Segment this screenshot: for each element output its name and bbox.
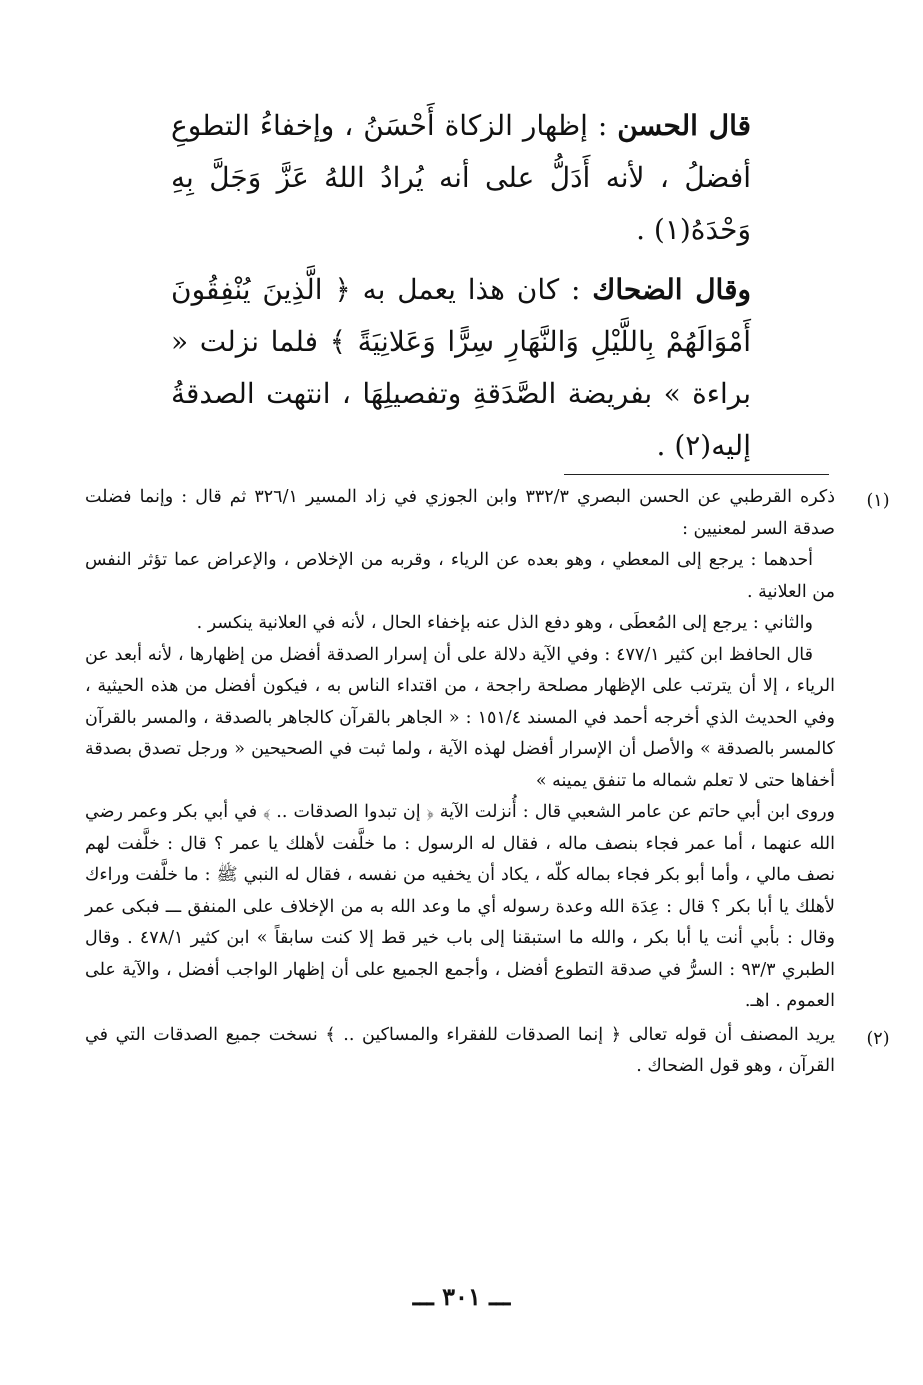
paragraph-hasan [171,100,751,256]
paragraph-dahhak [171,264,751,472]
speaker-dahhak: وقال الضحاك [592,273,751,306]
footnote-line: أحدهما : يرجع إلى المعطي ، وهو بعده عن الرياء ، وقربه من الإخلاص ، والإعراض عما تؤثر النفس من العلانية . [85,550,835,602]
footnote-line: قال الحافظ ابن كثير ٤٧٧/١ : وفي الآية دلالة على أن إسرار الصدقة أفضل من إظهارها ، لأنه أبعد عن الرياء ، إلا أن يترتب على الإظهار مصلحة راجحة ، من اقتداء الناس به ، فيكون أفضل من هذه الحيثية ، وفي الحديث الذي أخرجه أحمد في المسند ١٥١/٤ : « الجاهر بالقرآن كالجاهر بالصدقة ، والمسر بالقرآن كالمسر بالصدقة » والأصل أن الإسرار أفضل لهذه الآية ، ولما ثبت في الصحيحين « ورجل تصدق بصدقة أخفاها حتى لا تعلم شماله ما تنفق يمينه » [85,644,836,791]
footnote-line: وروى ابن أبي حاتم عن عامر الشعبي قال : أُنزلت الآية ﴿ إن تبدوا الصدقات .. ﴾ في أبي بكر وعمر رضي الله عنهما ، أما عمر فجاء بنصف ماله ، فقال له الرسول : ما خلَّفت لأهلك يا عمر ؟ قال : خلَّفت لهم نصف مالي ، وأما أبو بكر فجاء بماله كلّه ، يكاد أن يخفيه من نفسه ، فقال له النبي ﷺ : ما خلَّفت وراءك لأهلك يا أبا بكر ؟ قال : عِدَة الله وعدة رسوله أي ما وعد الله به من الإخلاف على المنفق ـــ فبكى عمر وقال : بأبي أنت يا أبا بكر ، والله ما استبقنا إلى باب خير قط إلا كنت سابقاً » ابن كثير ٤٧٨/١ . وقال الطبري ٩٣/٣ : السرُّ في صدقة التطوع أفضل ، وأجمع الجميع على أن إظهار الواجب أفضل ، والآية على العموم . اهـ. [85,802,836,1011]
main-text [171,100,751,480]
footnote-1 [85,482,890,1018]
footnote-line: والثاني : يرجع إلى المُعطَى ، وهو دفع الذل عنه بإخفاء الحال ، لأنه في العلانية ينكسر . [196,613,813,633]
speaker-hasan: قال الحسن [617,109,751,142]
footnote-line: يريد المصنف أن قوله تعالى ﴿ إنما الصدقات للفقراء والمساكين .. ﴾ نسخت جميع الصدقات التي في القرآن ، وهو قول الضحاك . [85,1024,835,1076]
footnote-number: (١) [866,491,890,511]
paragraph-dahhak-text: : كان هذا يعمل به ﴿ الَّذِينَ يُنْفِقُونَ أَمْوَالَهُمْ بِاللَّيْلِ وَالنَّهَارِ سِرًّا وَعَلانِيَةً ﴾ فلما نزلت « براءة » بفريضة الصَّدَقةِ وتفصيلِهَا ، انتهت الصدقةُ إليه(٢) . [171,273,751,462]
footnotes [85,482,890,1085]
footnote-number: (٢) [866,1028,890,1049]
page-number: ـــ ٣٠١ ـــ [412,1282,511,1311]
paragraph-hasan-text: : إظهار الزكاة أَحْسَنُ ، وإخفاءُ التطوعِ أفضلُ ، لأنه أَدَلُّ على أنه يُرادُ اللهُ عَزَّ وَجَلَّ بِهِ وَحْدَهُ(١) . [171,109,751,246]
footnote-2 [85,1020,890,1083]
footnote-line: ذكره القرطبي عن الحسن البصري ٣٣٢/٣ وابن الجوزي في زاد المسير ٣٢٦/١ ثم قال : وإنما فضلت صدقة السر لمعنيين : [85,487,835,539]
footnote-separator [564,474,829,475]
